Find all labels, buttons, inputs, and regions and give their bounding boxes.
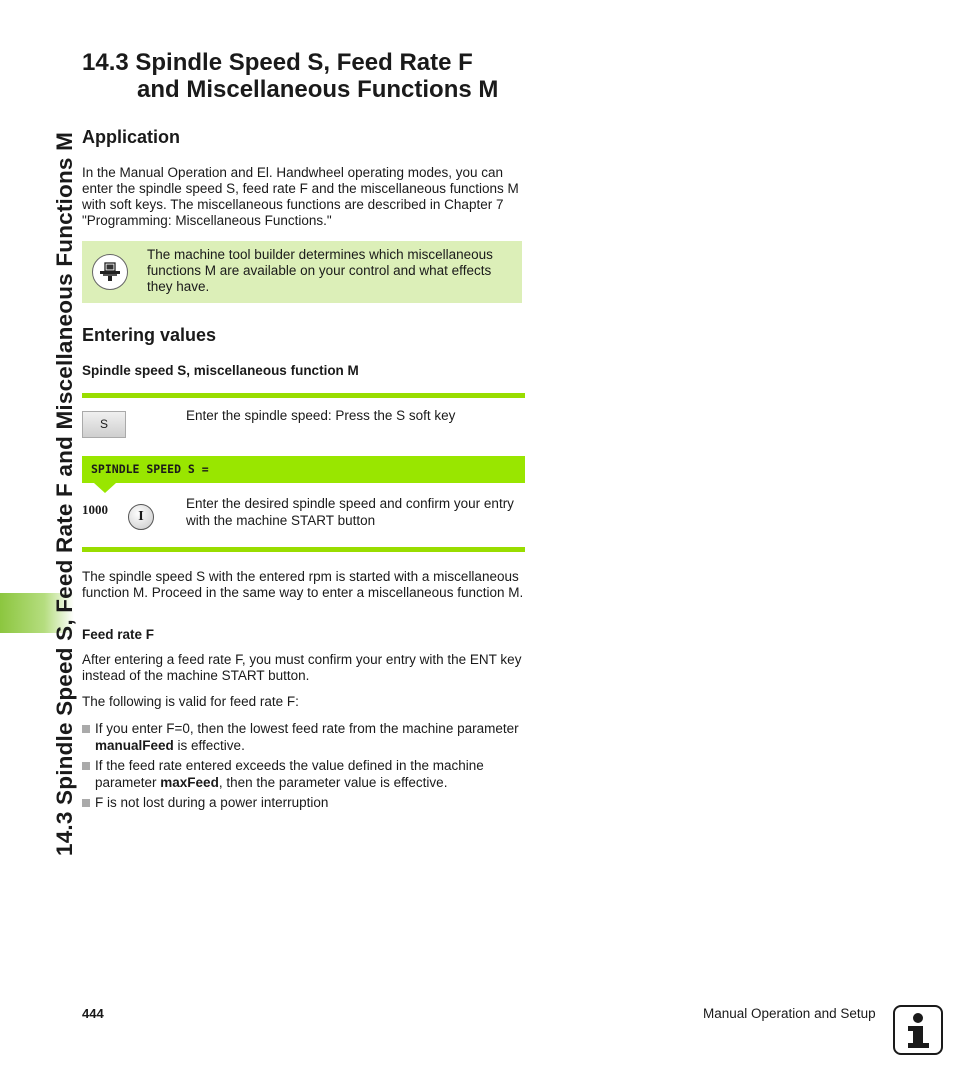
application-paragraph: In the Manual Operation and El. Handwheel operating modes, you can enter the spindle speed S, feed rate F and the miscellaneous functions M with soft keys. The miscellaneous functions are described in Chapter 7 "Programming: Miscellaneous Functions.": [82, 165, 519, 228]
application-heading: Application: [82, 127, 180, 147]
entered-value: 1000: [82, 502, 108, 517]
list-item: [82, 720, 527, 754]
s-softkey: S: [82, 411, 126, 438]
bullet-square-icon: [82, 762, 90, 770]
note-box: [82, 241, 522, 303]
section-heading: [82, 49, 498, 103]
step1-text: Enter the spindle speed: Press the S soft key: [186, 408, 456, 423]
bullet-square-icon: [82, 725, 90, 733]
section-title-line1: Spindle Speed S, Feed Rate F: [135, 49, 473, 76]
entering-values-heading: Entering values: [82, 325, 217, 345]
bullet-square-icon: [82, 799, 90, 807]
feed-bullet-list: [82, 720, 527, 814]
page-number: 444: [82, 1006, 104, 1021]
feed-paragraph-2: The following is valid for feed rate F:: [82, 694, 299, 709]
start-key-icon: I: [128, 504, 154, 530]
step2-text: Enter the desired spindle speed and confirm your entry with the machine START button: [186, 496, 514, 528]
table-bottom-rule: [82, 547, 525, 552]
list-item: [82, 794, 527, 811]
bullet-text: If you enter F=0, then the lowest feed rate from the machine parameter: [95, 721, 519, 736]
bullet-text: , then the parameter value is effective.: [218, 775, 448, 790]
note-text: The machine tool builder determines which miscellaneous functions M are available on your control and what effects they have.: [147, 247, 493, 294]
bullet-text: If the feed rate entered exceeds the value defined in the machine parameter: [95, 758, 484, 790]
dialog-line: SPINDLE SPEED S =: [82, 456, 525, 483]
feed-rate-subheading: Feed rate F: [82, 627, 155, 642]
parameter-name: manualFeed: [95, 738, 174, 753]
feed-paragraph-1: After entering a feed rate F, you must confirm your entry with the ENT key instead of the machine START button.: [82, 652, 522, 683]
section-title-line2: and Miscellaneous Functions M: [137, 76, 499, 103]
section-number: 14.3: [82, 49, 129, 76]
list-item: [82, 757, 527, 791]
table-top-rule: [82, 393, 525, 398]
side-running-title: 14.3 Spindle Speed S, Feed Rate F and Miscellaneous Functions M: [52, 131, 77, 856]
bullet-text: is effective.: [173, 738, 245, 753]
parameter-name: maxFeed: [160, 775, 219, 790]
spindle-speed-subheading: Spindle speed S, miscellaneous function M: [82, 363, 359, 378]
info-icon: [893, 1005, 943, 1055]
chapter-title: Manual Operation and Setup: [703, 1006, 876, 1021]
after-entry-paragraph: The spindle speed S with the entered rpm is started with a miscellaneous function M. Proceed in the same way to enter a miscellaneous function M.: [82, 569, 524, 600]
dialog-pointer: [94, 483, 116, 493]
machine-tool-builder-icon: [92, 254, 128, 290]
bullet-text: F is not lost during a power interruption: [95, 795, 329, 810]
